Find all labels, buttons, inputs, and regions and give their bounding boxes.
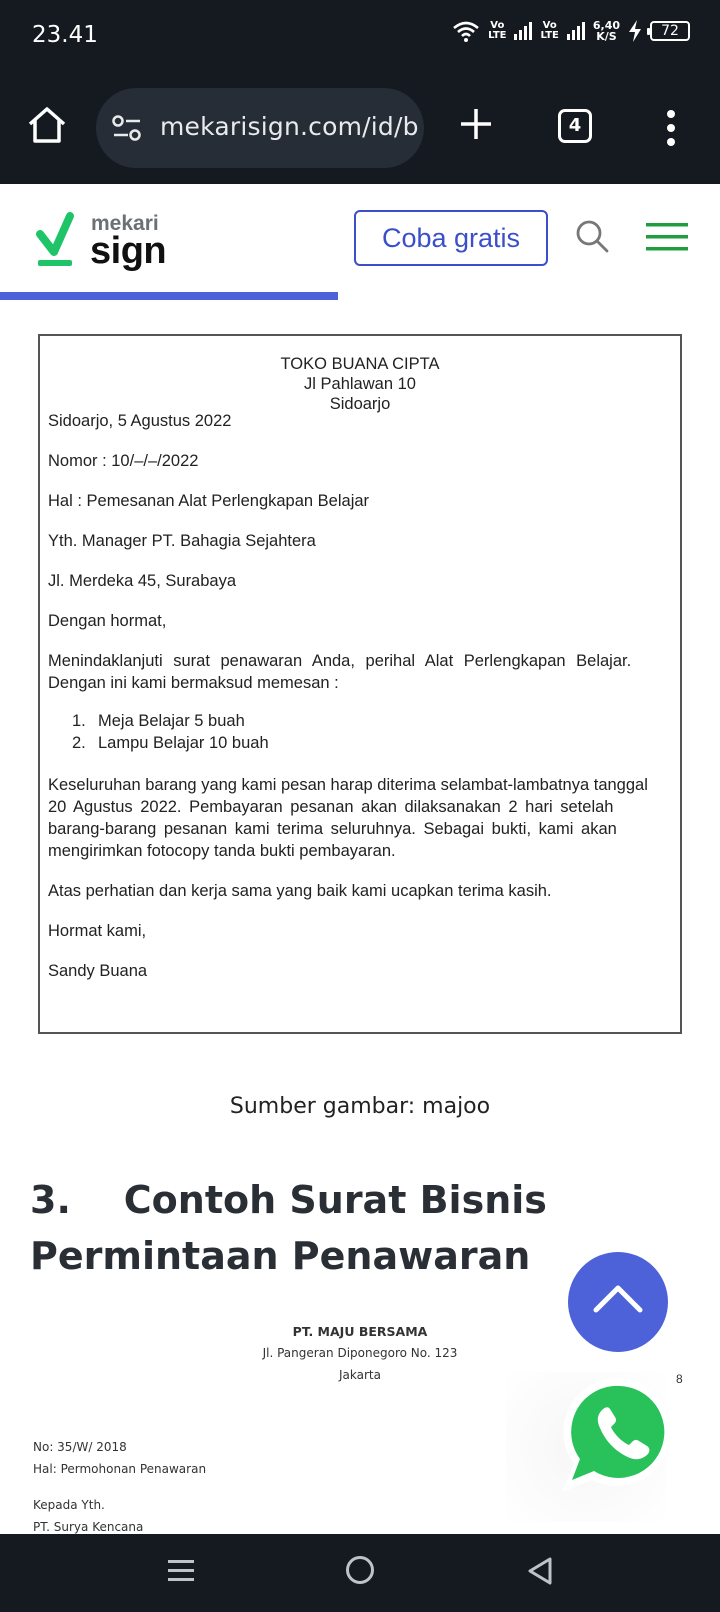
letter-paragraph-2-line-1: Keseluruhan barang yang kami pesan harap diterima selambat-lambatnya tanggal [48,776,648,794]
logo-text-mekari: mekari [91,212,159,235]
letter-paragraph-2-line-2: 20 Agustus 2022. Pembayaran pesanan akan dilaksanakan 2 hari setelah [48,798,614,816]
status-icons [452,20,690,42]
system-navigation-bar [0,1534,720,1612]
volte-badge-1: Vo LTE [488,20,507,41]
letter-signer: Sandy Buana [48,962,148,980]
home-nav-icon[interactable] [346,1556,374,1584]
letter2-street: Jl. Pangeran Diponegoro No. 123 [262,1346,458,1360]
letter-company: TOKO BUANA CIPTA [280,355,440,373]
letter-street: Jl Pahlawan 10 [304,375,416,393]
reading-progress-fill [0,292,338,300]
back-icon[interactable] [526,1556,554,1586]
letter2-number: No: 35/W/ 2018 [33,1440,127,1454]
signal-icon-1 [514,22,532,40]
hamburger-menu-icon[interactable] [646,222,688,252]
try-free-button[interactable]: Coba gratis [354,210,548,266]
letter-closing: Atas perhatian dan kerja sama yang baik kami ucapkan terima kasih. [48,882,552,900]
letter-paragraph-2-line-4: mengirimkan fotocopy tanda bukti pembayaran. [48,842,396,860]
letter2-to: Kepada Yth. [33,1498,105,1512]
letter-number: Nomor : 10/–/–/2022 [48,452,199,470]
letter2-edge-digit: 8 [676,1372,683,1386]
new-tab-icon[interactable] [458,106,494,142]
letter2-city: Jakarta [339,1368,381,1382]
letter-recipient: Yth. Manager PT. Bahagia Sejahtera [48,532,316,550]
letter-paragraph-2-line-3: barang-barang pesanan kami terima seluruhnya. Sebagai bukti, kami akan [48,820,617,838]
image-caption: Sumber gambar: majoo [229,1094,491,1119]
chevron-up-icon [590,1278,646,1318]
recent-apps-icon[interactable] [166,1556,196,1586]
reading-progress-bar [0,292,720,300]
browser-toolbar [0,72,720,184]
letter-subject: Hal : Pemesanan Alat Perlengkapan Belajar [48,492,370,510]
letter-address: Jl. Merdeka 45, Surabaya [48,572,237,590]
logo-check-icon [36,212,76,268]
whatsapp-button[interactable] [558,1372,682,1496]
letter2-company: PT. MAJU BERSAMA [292,1324,428,1339]
tab-switcher-button[interactable]: 4 [558,109,592,143]
mekari-sign-logo[interactable] [36,212,216,274]
letter-paragraph-1-line-2: Dengan ini kami bermaksud memesan : [48,674,339,692]
status-time: 23.41 [32,22,98,48]
letter-date: Sidoarjo, 5 Agustus 2022 [48,412,232,430]
search-icon[interactable] [574,218,610,254]
letter-greeting: Dengan hormat, [48,612,167,630]
list-item: 2. Lampu Belajar 10 buah [72,734,269,752]
battery-icon: 72 [650,21,690,41]
site-header [0,184,720,292]
wifi-icon [452,20,480,42]
site-settings-icon[interactable] [112,114,142,142]
address-bar[interactable] [96,88,424,168]
letter2-recipient: PT. Surya Kencana [33,1520,144,1534]
url-text[interactable]: mekarisign.com/id/b [160,112,419,141]
logo-text-sign: sign [90,230,167,272]
net-speed: 6,40 K/S [592,19,620,43]
signal-icon-2 [567,22,585,40]
home-icon[interactable] [26,104,68,146]
list-item: 1. Meja Belajar 5 buah [72,712,245,730]
more-options-icon[interactable] [664,108,678,148]
letter-sign-off: Hormat kami, [48,922,147,940]
status-bar [0,0,720,72]
letter2-subject: Hal: Permohonan Penawaran [33,1462,207,1476]
charging-icon [628,20,642,42]
section-heading: 3. Contoh Surat Bisnis Permintaan Penawaran [30,1178,547,1278]
letter-paragraph-1-line-1: Menindaklanjuti surat penawaran Anda, perihal Alat Perlengkapan Belajar. [48,652,632,670]
letter-image-order [38,334,682,1034]
letter-city: Sidoarjo [329,395,391,413]
scroll-to-top-button[interactable] [568,1252,668,1352]
volte-badge-2: Vo LTE [540,20,559,41]
